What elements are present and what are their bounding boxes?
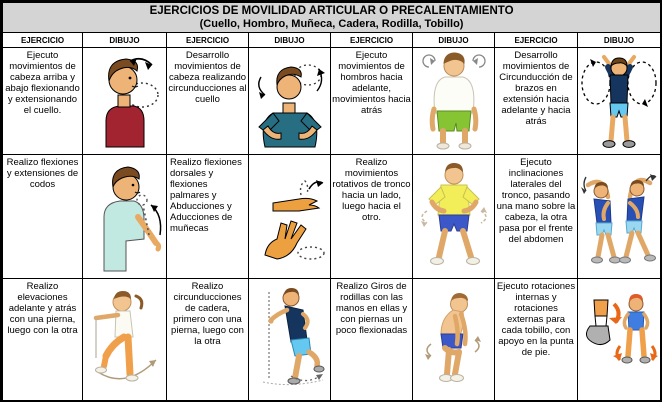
page-title: EJERCICIOS DE MOVILIDAD ARTICULAR O PRECALENTAMIENTO <box>149 5 514 17</box>
drawing-cell <box>83 279 167 401</box>
column-header-dibujo-1: DIBUJO <box>83 33 167 48</box>
drawing-cell <box>249 48 331 155</box>
column-header-dibujo-3: DIBUJO <box>413 33 495 48</box>
column-header-dibujo-4: DIBUJO <box>578 33 661 48</box>
table-row <box>3 279 661 401</box>
column-header-ejercicio-2: EJERCICIO <box>167 33 249 48</box>
exercise-cell: Realizo Giros de rodillas con las manos en ellas y con piernas un poco flexionadas <box>331 279 413 401</box>
arm-circumduction-figure-icon <box>580 51 658 151</box>
exercise-cell: Realizo flexiones y extensiones de codos <box>3 155 83 279</box>
exercise-cell: Desarrollo movimientos de Circunducción de brazos en extensión hacia adelante y hacia atrás <box>495 48 578 155</box>
wrist-movements-hands-icon <box>251 159 329 275</box>
column-header-ejercicio-4: EJERCICIO <box>495 33 578 48</box>
exercise-cell: Realizo movimientos rotativos de tronco hacia un lado, luego hacia el otro. <box>331 155 413 279</box>
column-header-ejercicio-3: EJERCICIO <box>331 33 413 48</box>
drawing-cell <box>83 48 167 155</box>
knee-rotation-figure-icon <box>415 282 493 398</box>
shoulder-roll-figure-icon <box>415 51 493 151</box>
head-nod-figure-icon <box>86 51 164 151</box>
drawing-cell <box>578 155 661 279</box>
trunk-rotation-figure-icon <box>415 159 493 275</box>
drawing-cell <box>578 48 661 155</box>
table-title-band <box>3 3 661 33</box>
exercise-cell: Realizo flexiones dorsales y flexiones palmares y Abducciones y Aducciones de muñecas <box>167 155 249 279</box>
hip-circumduction-figure-icon <box>251 282 329 398</box>
column-header-ejercicio-1: EJERCICIO <box>3 33 83 48</box>
exercise-cell: Desarrollo movimientos de cabeza realizando circunducciones al cuello <box>167 48 249 155</box>
table-row <box>3 48 661 155</box>
neck-circumduction-figure-icon <box>251 51 329 151</box>
elbow-flexion-figure-icon <box>86 159 164 275</box>
drawing-cell <box>413 48 495 155</box>
drawing-cell <box>413 155 495 279</box>
drawing-cell <box>249 155 331 279</box>
drawing-cell <box>249 279 331 401</box>
leg-swing-figure-icon <box>86 282 164 398</box>
column-header-dibujo-2: DIBUJO <box>249 33 331 48</box>
drawing-cell <box>578 279 661 401</box>
exercise-cell: Ejecuto inclinaciones laterales del tronco, pasando una mano sobre la cabeza, la otra pasa por el frente del abdomen <box>495 155 578 279</box>
exercise-cell: Ejecuto movimientos de cabeza arriba y abajo flexionando y extensionando el cuello. <box>3 48 83 155</box>
drawing-cell <box>413 279 495 401</box>
lateral-bend-figures-icon <box>580 159 658 275</box>
drawing-cell <box>83 155 167 279</box>
ankle-rotation-figure-icon <box>580 282 658 398</box>
page-subtitle: (Cuello, Hombro, Muñeca, Cadera, Rodilla, Tobillo) <box>199 18 464 30</box>
exercise-cell: Ejecuto rotaciones internas y rotaciones externas para cada tobillo, con apoyo en la punta de pie. <box>495 279 578 401</box>
exercise-cell: Realizo elevaciones adelante y atrás con una pierna, luego con la otra <box>3 279 83 401</box>
exercise-cell: Ejecuto movimientos de hombros hacia adelante, movimientos hacia atrás <box>331 48 413 155</box>
column-header-row <box>3 33 661 48</box>
table-row <box>3 155 661 279</box>
exercise-cell: Realizo circunducciones de cadera, primero con una pierna, luego con la otra <box>167 279 249 401</box>
exercise-table <box>2 2 661 401</box>
